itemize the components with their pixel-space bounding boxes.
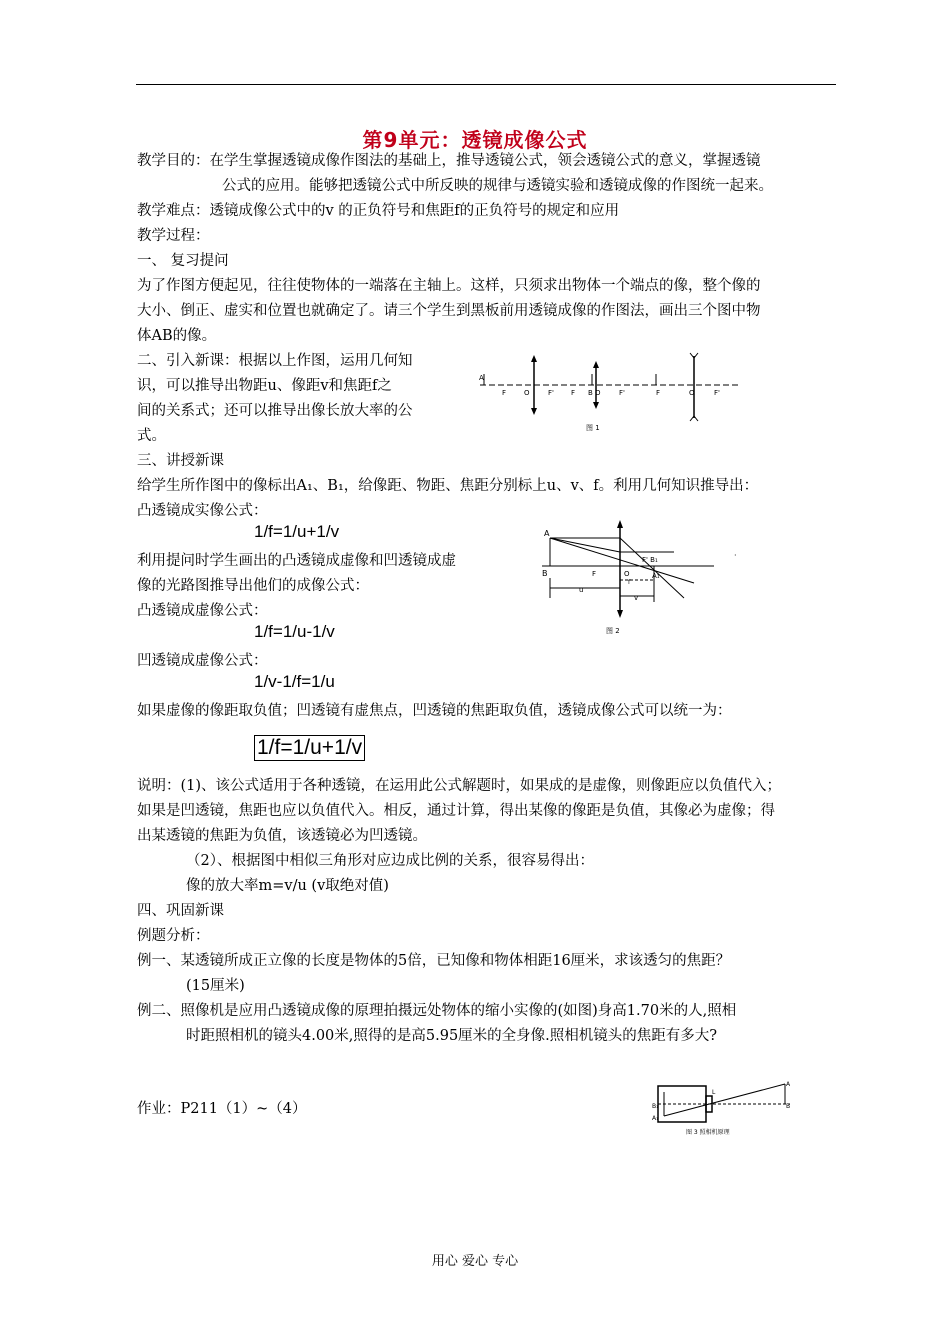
- example-1-line-1: 例一、某透镜所成正立像的长度是物体的5倍，已知像和物体相距16厘米，求该透匀的焦距？: [137, 953, 731, 969]
- intro-line-4: 式。: [137, 428, 166, 444]
- svg-text:A₁: A₁: [652, 1115, 659, 1122]
- formula-convex-virtual: 1/f=1/u-1/v: [254, 622, 335, 641]
- formula-unified-boxed: 1/f=1/u+1/v: [254, 735, 365, 761]
- svg-text:B: B: [542, 569, 548, 578]
- svg-text:u: u: [579, 586, 584, 594]
- svg-text:B₁: B₁: [652, 1103, 659, 1110]
- note-line-3: 出某透镜的焦距为负值，该透镜必为凹透镜。: [137, 828, 427, 844]
- intro-line-3: 间的关系式；还可以推导出像长放大率的公: [137, 403, 413, 419]
- example-heading: 例题分析：: [137, 928, 210, 944]
- magnification-line: 像的放大率m=v/u (v取绝对值): [186, 878, 389, 894]
- svg-text:A: A: [479, 374, 484, 382]
- teach-line-1: 给学生所作图中的像标出A₁、B₁，给像距、物距、焦距分别标上u、v、f。利用几何知识推导出：: [137, 478, 759, 494]
- formula-convex-real: 1/f=1/u+1/v: [254, 522, 340, 541]
- svg-text:f: f: [628, 579, 631, 586]
- intro-line-1: 二、引入新课：根据以上作图，运用几何知: [137, 353, 413, 369]
- unify-line: 如果虚像的像距取负值；凹透镜有虚焦点，凹透镜的焦距取负值，透镜成像公式可以统一为：: [137, 703, 732, 719]
- objective-line-2: 公式的应用。能够把透镜公式中所反映的规律与透镜实验和透镜成像的作图统一起来。: [222, 178, 773, 194]
- section4-heading: 四、巩固新课: [137, 903, 224, 919]
- review-line-3: 体AB的像。: [137, 328, 217, 344]
- figure-3-camera-diagram: [650, 1078, 800, 1140]
- figure-1-lens-diagrams: [476, 352, 746, 438]
- objective-line-1: 教学目的：在学生掌握透镜成像作图法的基础上，推导透镜公式，领会透镜公式的意义，掌握透镜: [137, 153, 761, 169]
- svg-text:F': F': [714, 389, 720, 397]
- note-line-4: （2）、根据图中相似三角形对应边成比例的关系，很容易得出：: [186, 853, 594, 869]
- svg-text:A₁: A₁: [652, 572, 660, 580]
- figure-2-convex-real-image: [534, 518, 744, 640]
- page-title: 第9单元：透镜成像公式: [362, 128, 588, 152]
- figure-1-caption: 图 1: [586, 424, 600, 432]
- teach-line-4: 像的光路图推导出他们的成像公式：: [137, 578, 369, 594]
- review-line-1: 为了作图方便起见，往往使物体的一端落在主轴上。这样，只须求出物体一个端点的像，整个像的: [137, 278, 761, 294]
- svg-text:F': F': [548, 389, 554, 397]
- svg-text:B O: B O: [588, 389, 601, 397]
- teach-line-6: 凹透镜成虚像公式：: [137, 653, 268, 669]
- formula-concave-virtual: 1/v-1/f=1/u: [254, 672, 335, 691]
- svg-text:F': F': [619, 389, 625, 397]
- svg-text:O: O: [689, 389, 695, 397]
- difficulty-line: 教学难点：透镜成像公式中的v 的正负符号和焦距f的正负符号的规定和应用: [137, 203, 620, 219]
- svg-text:F: F: [571, 389, 576, 397]
- teach-line-3: 利用提问时学生画出的凸透镜成虚像和凹透镜成虚: [137, 553, 456, 569]
- example-2-line-1: 例二、照像机是应用凸透镜成像的原理拍摄远处物体的缩小实像的(如图)身高1.70米的人,照相: [137, 1003, 737, 1019]
- note-line-2: 如果是凹透镜，焦距也应以负值代入。相反，通过计算，得出某像的像距是负值，其像必为虚像；得: [137, 803, 775, 819]
- review-line-2: 大小、倒正、虚实和位置也就确定了。请三个学生到黑板前用透镜成像的作图法，画出三个图中物: [137, 303, 761, 319]
- homework-line: 作业：P211（1）~（4）: [137, 1101, 307, 1117]
- header-rule: [136, 84, 836, 85]
- figure-3-caption: 图 3 照相机原理: [686, 1129, 730, 1136]
- svg-text:F: F: [592, 570, 597, 578]
- svg-text:F' B₁: F' B₁: [642, 556, 658, 564]
- svg-text:O: O: [624, 570, 630, 578]
- intro-line-2: 识，可以推导出物距u、像距v和焦距f之: [137, 378, 392, 394]
- svg-text:B: B: [786, 1103, 791, 1110]
- svg-text:A: A: [786, 1081, 791, 1088]
- svg-text:O: O: [524, 389, 530, 397]
- teach-line-5: 凸透镜成虚像公式：: [137, 603, 268, 619]
- example-1-answer: (15厘米): [186, 978, 245, 994]
- svg-text:F: F: [502, 389, 507, 397]
- svg-text:A: A: [544, 529, 550, 538]
- svg-text:L: L: [712, 1089, 716, 1096]
- svg-text:·: ·: [734, 551, 737, 560]
- svg-text:F: F: [656, 389, 661, 397]
- svg-text:v: v: [634, 594, 639, 602]
- section1-heading: 一、 复习提问: [137, 253, 229, 269]
- note-line-1: 说明：(1)、该公式适用于各种透镜，在运用此公式解题时，如果成的是虚像，则像距应以负值代入；: [137, 778, 782, 794]
- page-footer: 用心 爱心 专心: [431, 1254, 519, 1269]
- section3-heading: 三、讲授新课: [137, 453, 224, 469]
- process-heading: 教学过程：: [137, 228, 210, 244]
- teach-line-2: 凸透镜成实像公式：: [137, 503, 268, 519]
- example-2-line-2: 时距照相机的镜头4.00米,照得的是高5.95厘米的全身像.照相机镜头的焦距有多大?: [186, 1028, 718, 1044]
- figure-2-caption: 图 2: [606, 627, 620, 635]
